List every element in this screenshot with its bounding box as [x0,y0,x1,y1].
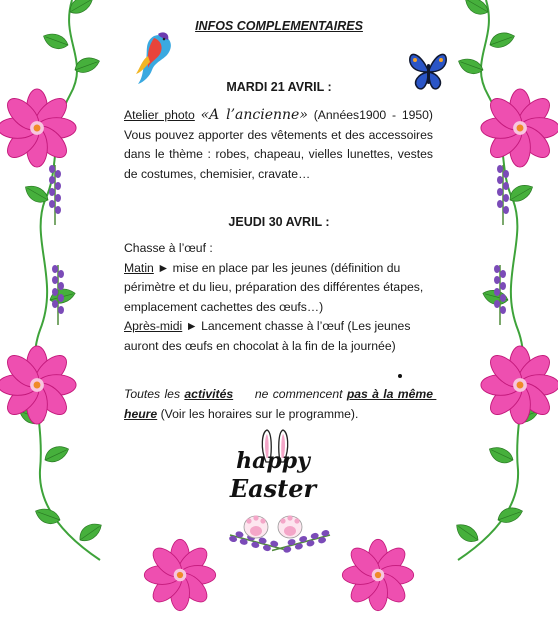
section1-text: (Années1900 - 1950) Vous pouvez apporter des vêtements et des accessoires dans le thème : robes, chapeau, vielles lunettes, vestes de costumes, chemisier, cravate… [124,108,433,181]
bullet-dot [398,374,402,378]
apres-midi-label: Après-midi [124,319,183,333]
chasse-intro: Chasse à l’œuf : [124,241,213,255]
section2-date: JEUDI 30 AVRIL : [228,215,330,229]
section1-paragraph [124,106,433,184]
note-middle: ne commencent [233,387,347,401]
note-activites: activités [184,387,234,401]
parrot-illustration [134,30,178,86]
easter-text: Easter [229,474,317,503]
matin-label: Matin [124,260,154,275]
section1-date: MARDI 21 AVRIL : [226,80,332,94]
a-lancienne-quote: «A l’ancienne» [200,107,308,123]
section2-paragraph [124,239,433,356]
apres-midi-text: ► Lancement chasse à l’œuf (Les jeunes auront des œufs en chocolat à la fin de la journée) [124,319,411,353]
note-suffix: (Voir les horaires sur le programme). [157,406,359,421]
matin-text: ► mise en place par les jeunes (définition du périmètre et du lieu, préparation des différentes étapes, emplacement cachettes des œufs…) [124,260,424,314]
note-paragraph [124,385,437,424]
happy-text: happy [236,448,310,474]
note-meme-heure: pas à la même heure [124,387,437,421]
happy-easter-logo [218,428,328,546]
bunny-paws-icon [240,510,306,540]
note-prefix: Toutes les [124,387,185,401]
page-title: INFOS COMPLEMENTAIRES [195,19,363,33]
atelier-photo-label: Atelier photo [124,108,195,122]
